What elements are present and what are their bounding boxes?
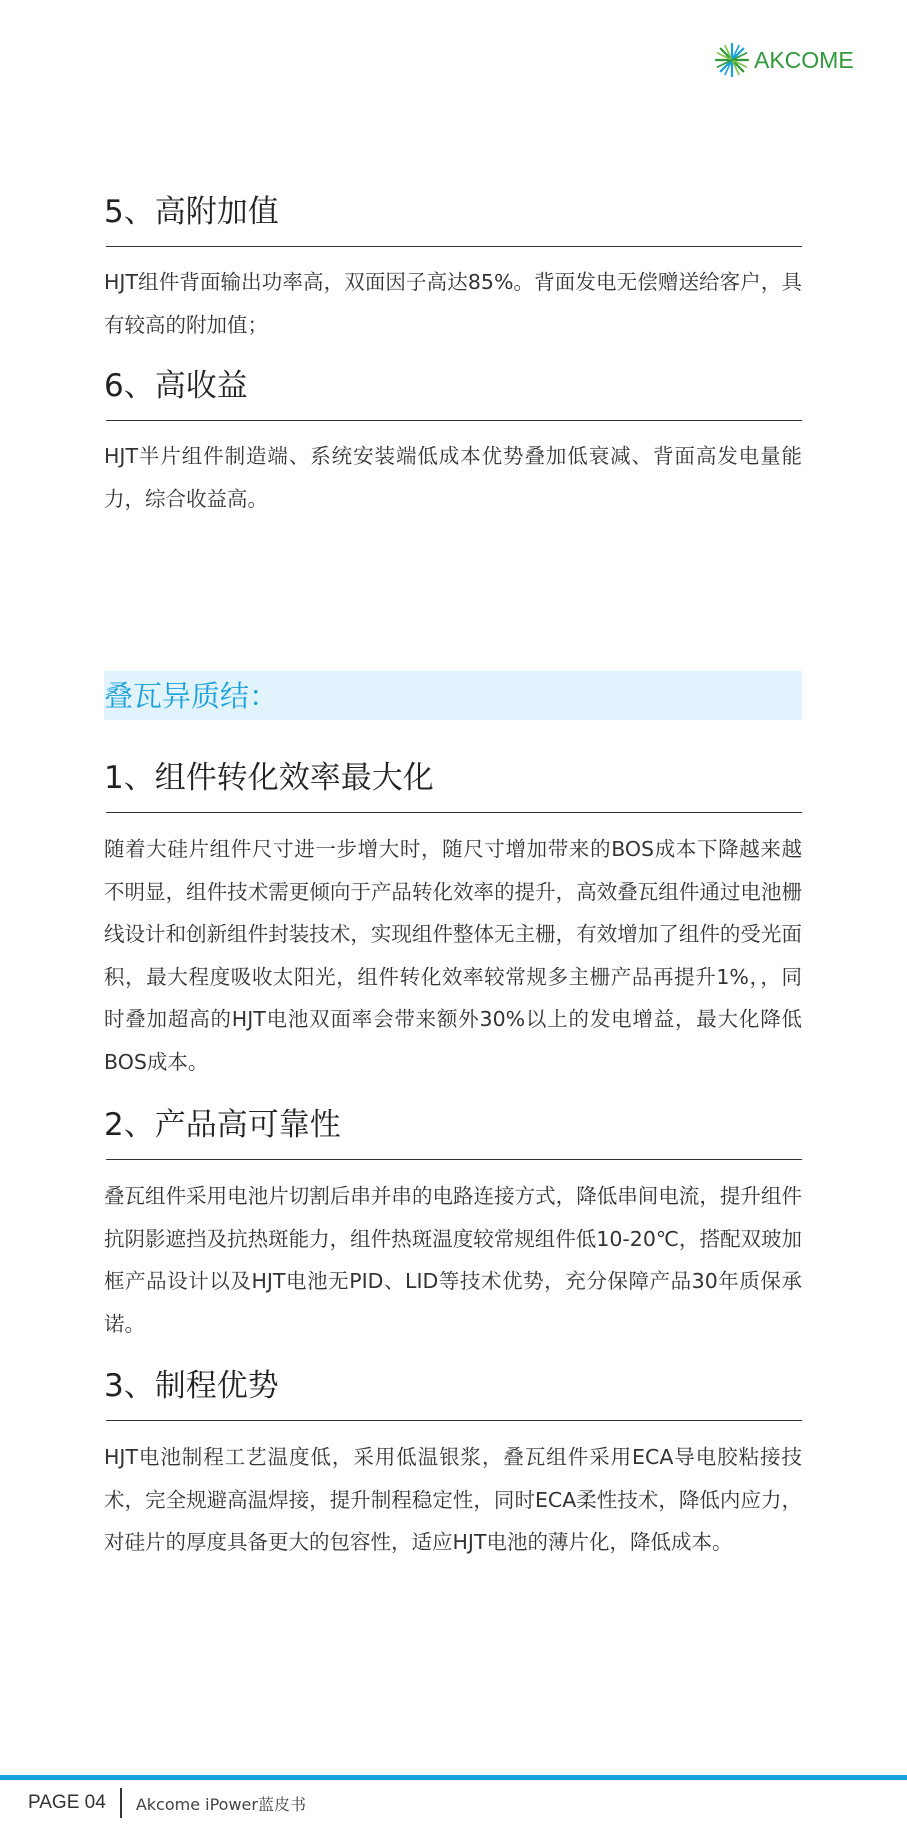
heading-divider	[106, 246, 802, 247]
section-heading-reliability: 2、产品高可靠性	[104, 1107, 341, 1143]
band-title: 叠瓦异质结：	[104, 679, 279, 713]
heading-divider	[106, 420, 802, 421]
footer-separator	[120, 1788, 122, 1818]
heading-divider	[106, 1420, 802, 1421]
section-paragraph-process: HJT电池制程工艺温度低，采用低温银浆，叠瓦组件采用ECA导电胶粘接技术，完全规避高温焊接，提升制程稳定性，同时ECA柔性技术，降低内应力，对硅片的厚度具备更大的包容性，适应HJT电池的薄片化，降低成本。	[104, 1445, 802, 1554]
starburst-icon	[714, 42, 750, 78]
section-paragraph-high-added-value: HJT组件背面输出功率高，双面因子高达85%。背面发电无偿赠送给客户，具有较高的附加值；	[104, 270, 802, 337]
section-paragraph-reliability: 叠瓦组件采用电池片切割后串并串的电路连接方式，降低串间电流，提升组件抗阴影遮挡及抗热斑能力，组件热斑温度较常规组件低10-20℃，搭配双玻加框产品设计以及HJT电池无PID、LID等技术优势，充分保障产品30年质保承诺。	[104, 1184, 802, 1336]
section-band	[104, 671, 802, 720]
footer-accent-bar	[0, 1775, 907, 1780]
section-paragraph-high-yield: HJT半片组件制造端、系统安装端低成本优势叠加低衰减、背面高发电量能力，综合收益高。	[104, 444, 802, 511]
section-heading-efficiency: 1、组件转化效率最大化	[104, 760, 434, 796]
section-heading-high-added-value: 5、高附加值	[104, 194, 279, 230]
section-heading-high-yield: 6、高收益	[104, 368, 248, 404]
section-heading-process: 3、制程优势	[104, 1368, 279, 1404]
book-title: Akcome iPower蓝皮书	[135, 1794, 306, 1814]
heading-divider	[106, 812, 802, 813]
section-paragraph-efficiency: 随着大硅片组件尺寸进一步增大时，随尺寸增加带来的BOS成本下降越来越不明显，组件技术需更倾向于产品转化效率的提升，高效叠瓦组件通过电池栅线设计和创新组件封装技术，实现组件整体无主栅，有效增加了组件的受光面积，最大程度吸收太阳光，组件转化效率较常规多主栅产品再提升1%，，同时叠加超高的HJT电池双面率会带来额外30%以上的发电增益，最大化降低BOS成本。	[104, 837, 802, 1074]
company-logo	[714, 40, 864, 80]
logo-text: AKCOME	[754, 46, 854, 73]
page-number: PAGE 04	[28, 1792, 106, 1813]
page-footer	[28, 1787, 306, 1819]
heading-divider	[106, 1159, 802, 1160]
